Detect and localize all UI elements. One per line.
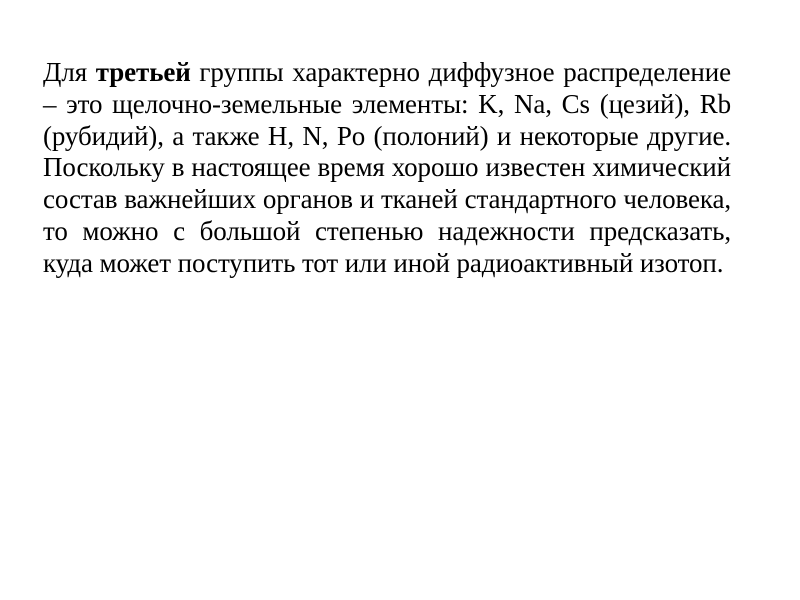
paragraph-text-start: Для <box>43 57 96 87</box>
body-paragraph <box>43 57 731 280</box>
paragraph-text-rest: группы характерно диффузное распределение – это щелочно-земельные элементы: K, Na, Cs (цезий), Rb (рубидий), а также H, N, Po (полоний) и некоторые другие. Поскольку в настоящее время хорошо известен химический состав важнейших органов и тканей стандартного человека, то можно с большой степенью надежности предсказать, куда может поступить тот или иной радиоактивный изотоп. <box>43 57 731 278</box>
emphasized-word: третьей <box>95 57 191 87</box>
